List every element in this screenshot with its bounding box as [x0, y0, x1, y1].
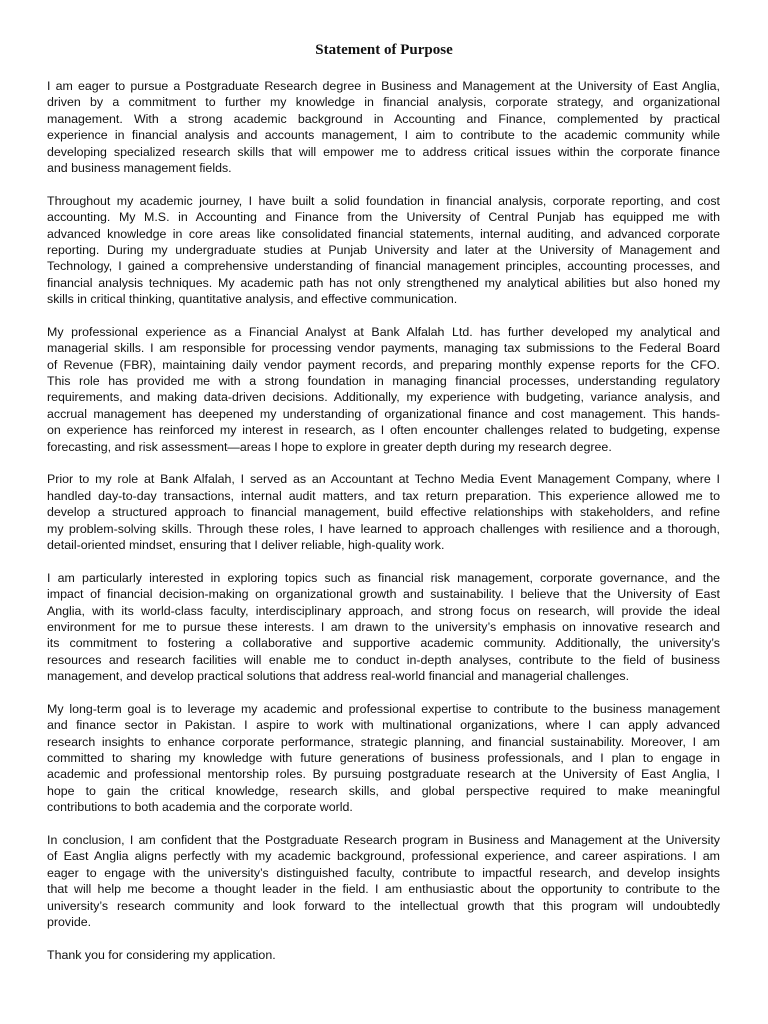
- text-line: management, and develop practical solutions that address real-world financial and managerial challenges.: [47, 669, 630, 684]
- text-line: committed to sharing my knowledge with future generations of business professionals, and I plan to engage in: [47, 751, 720, 766]
- text-line: management. With a strong academic background in Accounting and Finance, complemented by practical: [47, 111, 720, 126]
- text-line: reporting. During my undergraduate studies at Punjab University and later at the University of Management and: [47, 242, 720, 257]
- text-line: and business management fields.: [47, 160, 232, 175]
- text-line: provide.: [47, 915, 92, 930]
- paragraph: [47, 570, 720, 685]
- text-line: I am particularly interested in exploring topics such as financial risk management, corporate governance, and the: [47, 570, 720, 585]
- text-line: and finance sector in Pakistan. I aspire to work with multinational organizations, where I can apply advanced: [47, 718, 720, 733]
- text-line: impact of financial decision-making on organizational growth and sustainability. I believe that the University of East: [47, 587, 720, 602]
- text-line: research insights to enhance corporate performance, strategic planning, and financial sustainability. Moreover, I am: [47, 734, 720, 749]
- text-line: This role has provided me with a strong foundation in managing financial processes, understanding regulatory: [47, 374, 720, 389]
- text-line: accounting. My M.S. in Accounting and Finance from the University of Central Punjab has equipped me with: [47, 210, 720, 225]
- text-line: handled day-to-day transactions, internal audit matters, and tax return preparation. This experience allowed me to: [47, 488, 720, 503]
- text-line: My professional experience as a Financial Analyst at Bank Alfalah Ltd. has further developed my analytical and: [47, 324, 720, 339]
- text-line: develop a structured approach to financial management, build effective relationships with stakeholders, and refine: [47, 505, 720, 520]
- document-title: Statement of Purpose: [315, 42, 453, 58]
- text-line: of Revenue (FBR), maintaining daily vendor payment records, and preparing monthly expense reports for the CFO.: [47, 357, 720, 372]
- text-line: accrual management has deepened my understanding of organizational finance and cost management. This hands-: [47, 406, 720, 421]
- text-line: In conclusion, I am confident that the Postgraduate Research program in Business and Management at the University: [47, 833, 720, 848]
- text-line: driven by a commitment to further my knowledge in financial analysis, corporate strategy, and organizational: [47, 95, 720, 110]
- text-line: Technology, I gained a comprehensive understanding of financial management principles, accounting processes, and: [47, 259, 720, 274]
- text-line: Thank you for considering my application.: [47, 947, 276, 962]
- text-line: detail-oriented mindset, ensuring that I deliver reliable, high-quality work.: [47, 537, 445, 552]
- text-line: hope to gain the critical knowledge, research skills, and global perspective required to make meaningful: [47, 783, 720, 798]
- text-line: resources and research facilities will enable me to conduct in-depth analyses, contribute to the field of business: [47, 652, 720, 667]
- text-line: requirements, and making data-driven decisions. Additionally, my experience with budgeting, variance analysis, and: [47, 390, 720, 405]
- text-line: skills in critical thinking, quantitative analysis, and effective communication.: [47, 292, 458, 307]
- text-line: developing specialized research skills that will empower me to address critical issues within the corporate finance: [47, 144, 720, 159]
- paragraph: [47, 471, 720, 553]
- text-line: eager to engage with the university’s distinguished faculty, contribute to impactful research, and develop insights: [47, 865, 720, 880]
- text-line: that will help me become a thought leader in the field. I am enthusiastic about the opportunity to contribute to the: [47, 882, 720, 897]
- paragraph: [47, 193, 720, 308]
- text-line: I am eager to pursue a Postgraduate Research degree in Business and Management at the University of East Anglia,: [47, 79, 720, 93]
- text-line: experience in financial analysis and accounts management, I aim to contribute to the academic community while: [47, 128, 720, 143]
- text-line: My long-term goal is to leverage my academic and professional expertise to contribute to the business management: [47, 701, 720, 716]
- text-line: financial analysis techniques. My academic path has not only strengthened my analytical abilities but also honed my: [47, 275, 720, 290]
- text-line: contributions to both academia and the corporate world.: [47, 800, 353, 815]
- text-line: my problem-solving skills. Through these roles, I have learned to approach challenges with resilience and a thorough,: [47, 521, 720, 536]
- paragraph: [47, 947, 720, 963]
- text-line: on experience has reinforced my interest in research, as I often encounter challenges related to budgeting, expense: [47, 423, 720, 438]
- text-line: its commitment to fostering a collaborative and supportive academic community. Additionally, the university’s: [47, 636, 720, 651]
- text-line: managerial skills. I am responsible for processing vendor payments, managing tax submissions to the Federal Board: [47, 341, 720, 356]
- text-line: Anglia, with its world-class faculty, interdisciplinary approach, and strong focus on research, will provide the ideal: [47, 603, 720, 618]
- paragraph: [47, 324, 720, 455]
- document-body: [47, 78, 720, 980]
- text-line: university’s research community and look forward to the intellectual growth that this program will undoubtedly: [47, 898, 720, 913]
- text-line: Prior to my role at Bank Alfalah, I served as an Accountant at Techno Media Event Management Company, where I: [47, 472, 720, 487]
- text-line: forecasting, and risk assessment—areas I hope to explore in greater depth during my research degree.: [47, 439, 612, 454]
- text-line: academic and professional mentorship roles. By pursuing postgraduate research at the University of East Anglia, I: [47, 767, 720, 782]
- text-line: of East Anglia aligns perfectly with my academic background, professional experience, and career aspirations. I am: [47, 849, 720, 864]
- paragraph: [47, 701, 720, 816]
- paragraph: [47, 78, 720, 176]
- paragraph: [47, 832, 720, 930]
- text-line: Throughout my academic journey, I have built a solid foundation in financial analysis, corporate reporting, and cost: [47, 193, 720, 208]
- text-line: advanced knowledge in core areas like consolidated financial statements, internal auditing, and advanced corporate: [47, 226, 720, 241]
- text-line: environment for me to pursue these interests. I am drawn to the university’s emphasis on innovative research and: [47, 619, 720, 634]
